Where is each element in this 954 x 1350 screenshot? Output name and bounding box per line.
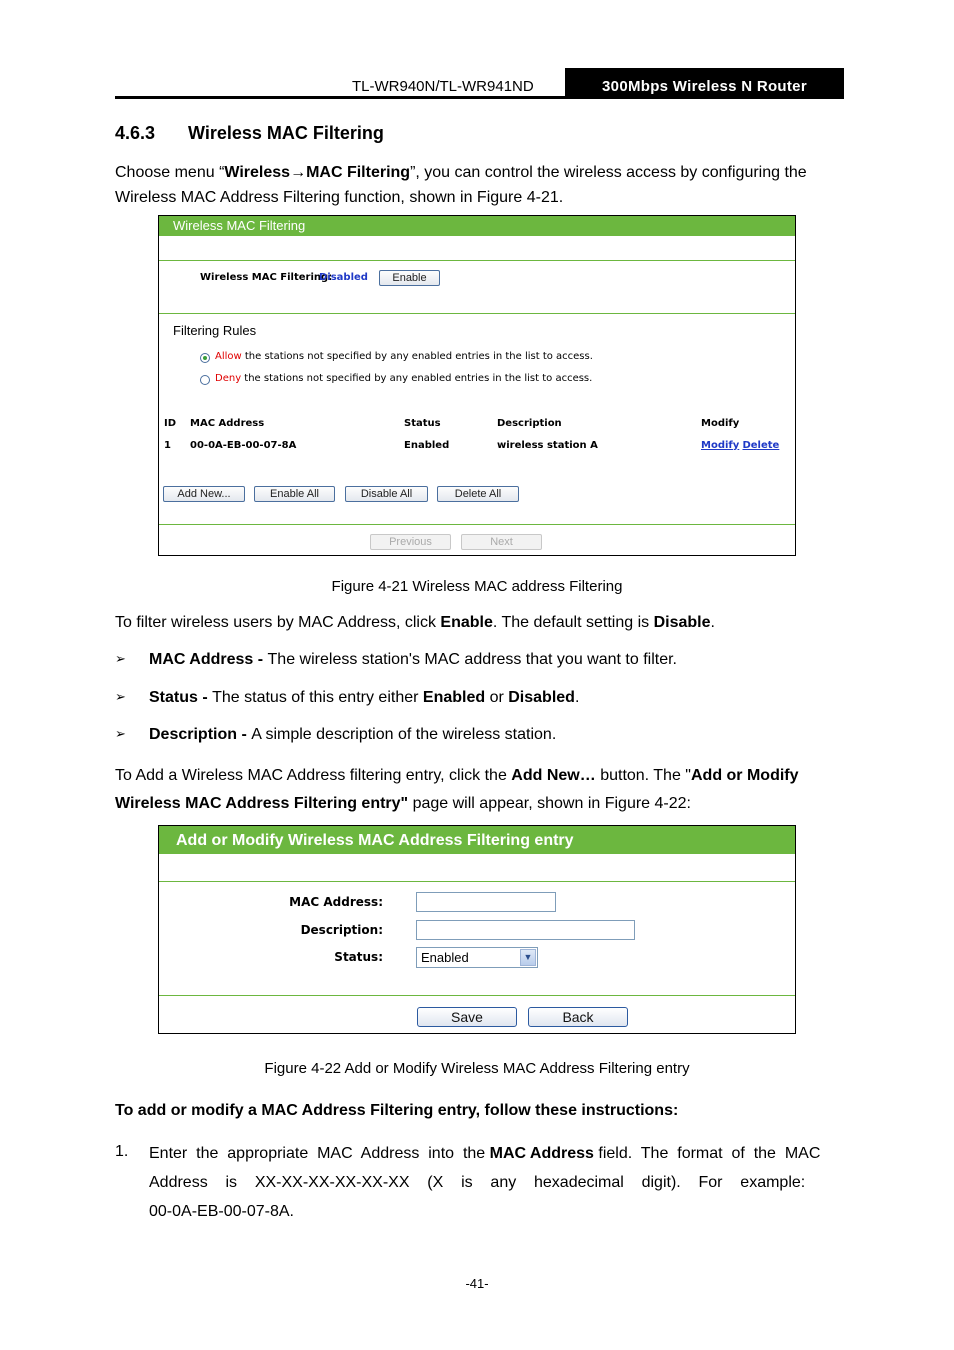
section-number: 4.6.3 <box>115 123 156 143</box>
status-label: Status: <box>334 950 383 964</box>
intro-text: ”, you can control the wireless access by configuring the <box>410 164 807 181</box>
add-new-button[interactable]: Add New... <box>163 486 245 502</box>
page-number: -41- <box>465 1276 489 1291</box>
figure-caption: Figure 4-22 Add or Modify Wireless MAC Address Filtering entry <box>264 1060 690 1077</box>
allow-radio[interactable] <box>200 353 210 363</box>
deny-rule: Deny the stations not specified by any enabled entries in the list to access. <box>215 373 593 384</box>
previous-button[interactable]: Previous <box>370 534 451 550</box>
allow-rule: Allow the stations not specified by any enabled entries in the list to access. <box>215 351 593 362</box>
col-id: ID <box>164 418 177 429</box>
step-number: 1. <box>115 1143 129 1160</box>
status-select-value: Enabled <box>421 950 469 965</box>
list-item: MAC Address - The wireless station's MAC address that you want to filter. <box>149 651 677 668</box>
figure-caption: Figure 4-21 Wireless MAC address Filtering <box>331 578 623 595</box>
col-modify: Modify <box>701 418 740 429</box>
instructions-heading: To add or modify a MAC Address Filtering entry, follow these instructions: <box>115 1102 679 1119</box>
chevron-down-icon[interactable]: ▼ <box>520 949 536 966</box>
deny-radio[interactable] <box>200 375 210 385</box>
next-button[interactable]: Next <box>461 534 542 550</box>
mac-address-label: MAC Address: <box>289 895 383 909</box>
status-select[interactable] <box>416 947 538 968</box>
row-mac: 00-0A-EB-00-07-8A <box>190 440 297 451</box>
body-paragraph: To filter wireless users by MAC Address, click Enable. The default setting is Disable. <box>115 614 715 631</box>
divider <box>159 260 795 261</box>
enable-button[interactable]: Enable <box>379 270 440 286</box>
enable-all-button[interactable]: Enable All <box>254 486 335 502</box>
delete-link[interactable]: Delete <box>742 440 780 451</box>
section-title-text: Wireless MAC Filtering <box>188 123 384 143</box>
row-actions <box>701 440 779 451</box>
panel-title: Add or Modify Wireless MAC Address Filtering entry <box>159 826 795 854</box>
list-item: Status - The status of this entry either Enabled or Disabled. <box>149 689 580 706</box>
divider <box>159 881 795 882</box>
row-description: wireless station A <box>497 440 598 451</box>
intro-text: Wireless MAC Address Filtering function, shown in Figure 4-21. <box>115 189 564 206</box>
divider <box>159 524 795 525</box>
col-status: Status <box>404 418 441 429</box>
col-description: Description <box>497 418 562 429</box>
menu-mac-filtering: MAC Filtering <box>306 164 411 181</box>
delete-all-button[interactable]: Delete All <box>437 486 519 502</box>
bullet-icon: ➢ <box>115 726 126 741</box>
mac-filtering-panel <box>158 215 796 556</box>
row-status: Enabled <box>404 440 450 451</box>
bullet-icon: ➢ <box>115 651 126 666</box>
divider <box>159 313 795 314</box>
add-modify-panel <box>158 825 796 1034</box>
description-input[interactable] <box>416 920 635 940</box>
intro-paragraph <box>115 160 844 210</box>
list-item: Description - A simple description of the wireless station. <box>149 726 557 743</box>
panel-title: Wireless MAC Filtering <box>159 216 795 236</box>
description-label: Description: <box>300 923 383 937</box>
divider <box>159 995 795 996</box>
product-name: 300Mbps Wireless N Router <box>602 78 807 95</box>
menu-wireless: Wireless <box>224 164 291 181</box>
filter-state: Disabled <box>319 272 368 283</box>
arrow-icon: → <box>290 164 307 181</box>
body-paragraph: To Add a Wireless MAC Address filtering entry, click the Add New… button. The "Add or Modify Wireless MAC Address Filtering entry" page will appear, shown in Figure 4-22: <box>115 767 799 812</box>
col-mac: MAC Address <box>190 418 265 429</box>
section-title <box>115 123 384 144</box>
bullet-icon: ➢ <box>115 689 126 704</box>
filtering-rules-heading: Filtering Rules <box>173 323 257 338</box>
modify-link[interactable]: Modify <box>701 440 740 451</box>
model-name: TL-WR940N/TL-WR941ND <box>352 78 534 95</box>
intro-text: Choose menu “ <box>115 164 225 181</box>
header-rule <box>115 96 844 99</box>
mac-address-input[interactable] <box>416 892 556 912</box>
step-text: Enter the appropriate MAC Address into the MAC Address field. The format of the MAC Address is XX-XX-XX-XX-XX-XX (X is any hexadecimal digit). For example: 00-0A-EB-00-07-8A. <box>149 1145 821 1220</box>
product-banner <box>565 68 844 99</box>
row-id: 1 <box>164 440 171 451</box>
back-button[interactable]: Back <box>528 1007 628 1027</box>
filter-label: Wireless MAC Filtering: <box>200 272 333 283</box>
save-button[interactable]: Save <box>417 1007 517 1027</box>
disable-all-button[interactable]: Disable All <box>345 486 428 502</box>
